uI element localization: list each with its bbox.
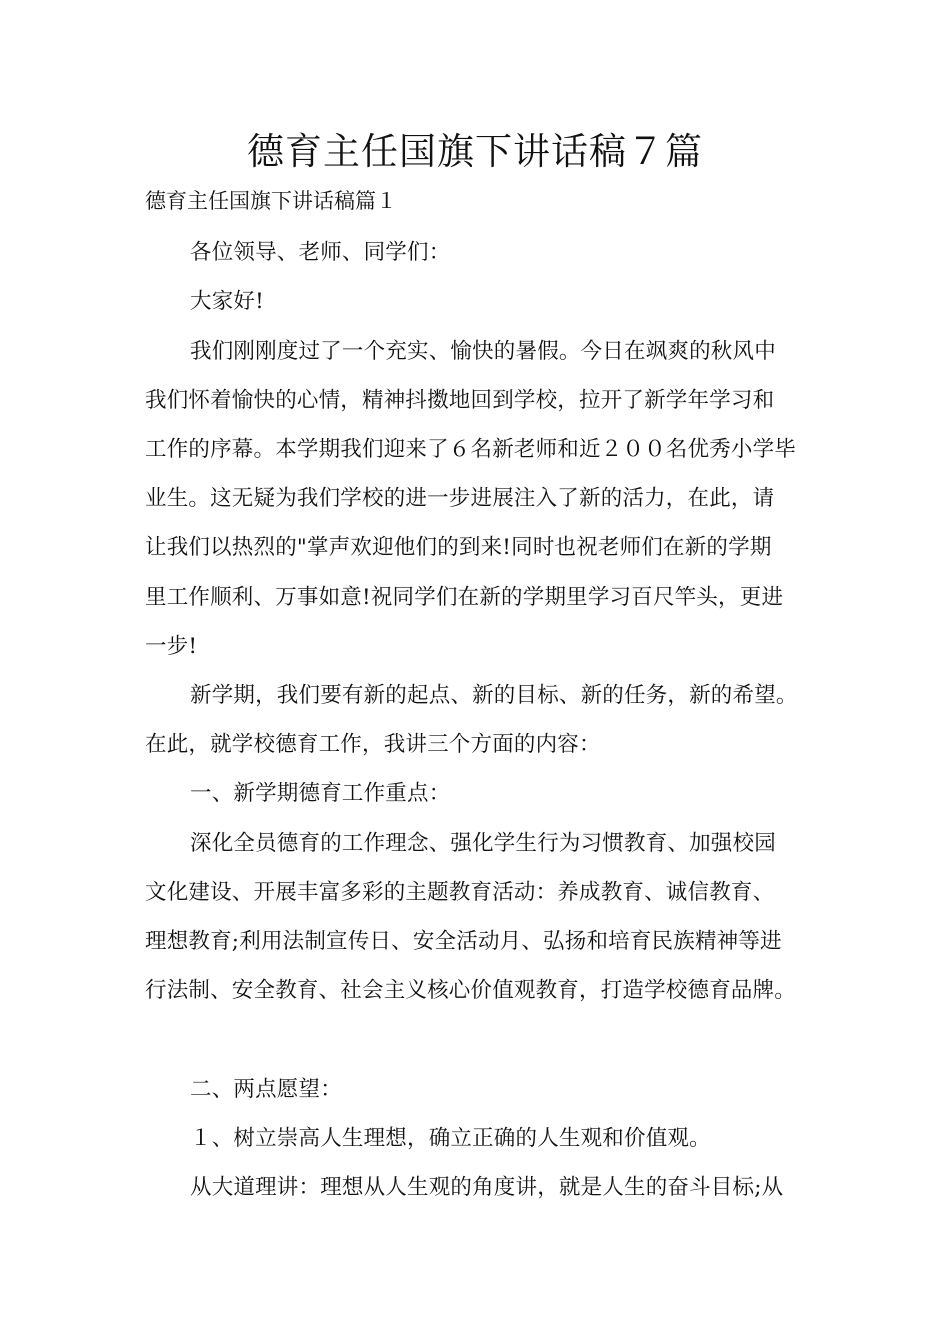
paragraph-line: １、树立崇高人生理想，确立正确的人生观和价值观。: [190, 1126, 711, 1151]
paragraph-line: 业生。这无疑为我们学校的进一步进展注入了新的活力，在此，请: [145, 486, 775, 511]
paragraph-line: 从大道理讲：理想从人生观的角度讲，就是人生的奋斗目标;从: [190, 1175, 784, 1200]
paragraph-line: 各位领导、老师、同学们：: [190, 240, 451, 265]
paragraph-line: 里工作顺利、万事如意!祝同学们在新的学期里学习百尺竿头，更进: [145, 585, 784, 610]
paragraph-line: 文化建设、开展丰富多彩的主题教育活动：养成教育、诚信教育、: [145, 880, 775, 905]
paragraph-line: 理想教育;利用法制宣传日、安全活动月、弘扬和培育民族精神等进: [145, 929, 782, 954]
paragraph-line: 大家好!: [190, 289, 264, 314]
section-heading: 二、两点愿望：: [190, 1077, 342, 1102]
document-title: 德育主任国旗下讲话稿７篇: [247, 130, 703, 173]
paragraph-line: 深化全员德育的工作理念、强化学生行为习惯教育、加强校园: [190, 831, 776, 856]
paragraph-line: 行法制、安全教育、社会主义核心价值观教育，打造学校德育品牌。: [145, 978, 797, 1003]
paragraph-line: 工作的序幕。本学期我们迎来了６名新老师和近２００名优秀小学毕: [145, 437, 797, 462]
paragraph-line: 一步!: [145, 634, 198, 659]
paragraph-line: 新学期，我们要有新的起点、新的目标、新的任务，新的希望。: [190, 683, 798, 708]
paragraph-line: 让我们以热烈的"掌声欢迎他们的到来!同时也祝老师们在新的学期: [145, 535, 772, 560]
paragraph-line: 我们刚刚度过了一个充实、愉快的暑假。今日在飒爽的秋风中: [190, 339, 776, 364]
paragraph-line: 在此，就学校德育工作，我讲三个方面的内容：: [145, 732, 601, 757]
document-subtitle: 德育主任国旗下讲话稿篇１: [145, 189, 397, 213]
paragraph-line: 我们怀着愉快的心情，精神抖擞地回到学校，拉开了新学年学习和: [145, 388, 775, 413]
section-heading: 一、新学期德育工作重点：: [190, 781, 451, 806]
